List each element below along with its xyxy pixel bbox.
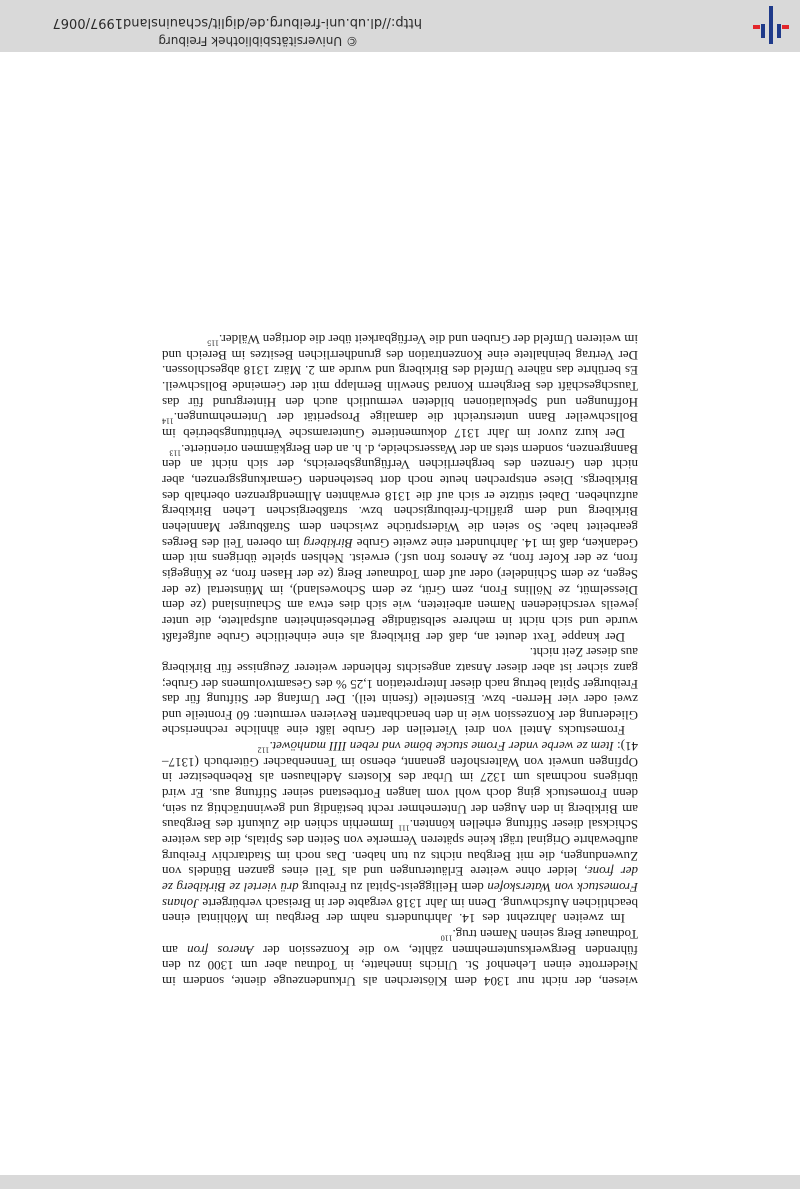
text-paragraph: Der knappe Text deutet an, daß der Birkiberg als eine einheitliche Grube aufgefaßt wurde und sich nicht in mehrere selbständige Betriebseinheiten aufspaltete, die unter jeweils verschiedenen Namen arbeiteten, wie sich dies etwa am Schauinsland (ze dem Diesselmüt, ze Nöllins Fron, zem Grüt, ze dem Schowesland), im Münstertal (ze der Segen, ze dem Schindeler) oder auf dem Todtnauer Berg (ze der Hasen fron, ze Küngegis fron, ze der Kofer fron, ze Aneros fron usf.) erweist. Nehlsen spielte übrigens mit dem Gedanken, daß im 14. Jahrhundert eine zweite Grube Birkiberg im oberen Teil des Berges gearbeitet habe. So seien die Widersprüche zwischen dem Straßburger Mannlehen Birkiberg und dem gräflich-freiburgischen bzw. straßbergischen Lehen Birkiberg aufzuheben. Dabei stützte er sich auf die 1318 erwähnten Allmendgrenzen oberhalb des Birkibergs. Diese entsprechen heute noch dort bestehenden Gemarkungsgrenzen, aber nicht den Grenzen des bergherrlichen Verfügungsbereichs, der sich nicht an den Banngrenzen, sondern stets an der Wasserscheide, d. h. an den Bergkämmen orientierte.$^{113}$ bbox=[162, 441, 638, 645]
university-library-logo bbox=[750, 4, 792, 46]
text-paragraph: Fromestucks Anteil von drei Vierteilen der Grube läßt eine ähnliche rechnerische Gliederung der Konzession wie in den benachbarten Revieren vermuten: 60 Fronteile und zwei oder vier Herren- bzw. Eisenteile (fsenin teil). Der Umfang der Stiftung für das Freiburger Spital betrug nach dieser Interpretation 1,25 % des Gesamtvolumens der Grube; ganz sicher ist aber dieser Ansatz angesichts fehlender weiterer Zeugnisse für Birkiberg aus dieser Zeit nicht. bbox=[162, 645, 638, 739]
footer-bar bbox=[0, 0, 800, 52]
top-grey-strip bbox=[0, 1175, 800, 1189]
paragraph-list bbox=[162, 331, 638, 989]
text-paragraph: wiesen, der nicht nur 1304 dem Klösterchen als Urkundenzeuge diente, sondern im Niederrotte einen Lehenhof St. Ulrichs innehatte, in Todtnau aber um 1300 zu den führenden Bergwerksunternehmen zählte, wo die Konzession der Aneros fron am Todtnauer Berg seinen Namen trug.$^{110}$ bbox=[162, 927, 638, 989]
text-paragraph: Im zweiten Jahrzehnt des 14. Jahrhunderts nahm der Bergbau im Möhlintal einen beachtlichen Aufschwung. Denn im Jahr 1318 vergabte der in Breisach verbürgerte Johans Fromestuck von Waterskofen dem Heiliggeist-Spital zu Freiburg drü viertel ze Birkiberg ze der fronε, leider ohne weitere Erläuterungen und als Teil eines ganzen Bündels von Zuwendungen, die mit Bergbau nichts zu tun haben. Das noch im Stadtarchiv Freiburg aufbewahrte Original trägt keine späteren Vermerke von Seiten des Spitals, die das weitere Schicksal dieser Stiftung erhellen könnten.$^{111}$ Immerhin schien die Zukunft des Bergbaus am Birkiberg in den Augen der Unternehmer recht beständig und gewinnträchtig zu sein, denn Fromestuck ging doch wohl vom langen Fortbestand seiner Stiftung aus. Er wird übrigens nochmals um 1327 im Urbar des Klosters Adelhausen als Rebenbesitzer in Opfingen unweit von Waltershofen genannt, ebenso im Tennenbacher Güterbuch (1317–41): Item ze werbe vnder Frome stucke böme vnd reben IIII manhöwet.$^{112}$ bbox=[162, 739, 638, 927]
footer-credit: © Universitätsbibliothek Freiburg bbox=[158, 34, 358, 48]
footer-url-link[interactable]: http://dl.ub.uni-freiburg.de/diglit/schauinsland1997/0067 bbox=[52, 15, 422, 30]
text-paragraph: Der kurz zuvor im Jahr 1317 dokumentierte Gunteramsche Verhüttungsbetrieb im Bollschweiler Bann unterstreicht die damalige Prosperität der Unternehmungen.$^{114}$ Hoffnungen und Spekulationen bildeten vermutlich auch den Hintergrund für das Tauschgeschäft des Bergherrn Konrad Snewlin Bernlapp mit der Gemeinde Bollschweil. Es berührte das nähere Umfeld des Birkiberg und wurde am 2. März 1318 abgeschlossen. Der Vertrag beinhaltete eine Konzentration des grundherrlichen Besitzes im Bereich und im weiteren Umfeld der Gruben und die Verfügbarkeit über die dortigen Wälder.$^{115}$ bbox=[162, 332, 638, 442]
page-text-block bbox=[162, 331, 638, 989]
